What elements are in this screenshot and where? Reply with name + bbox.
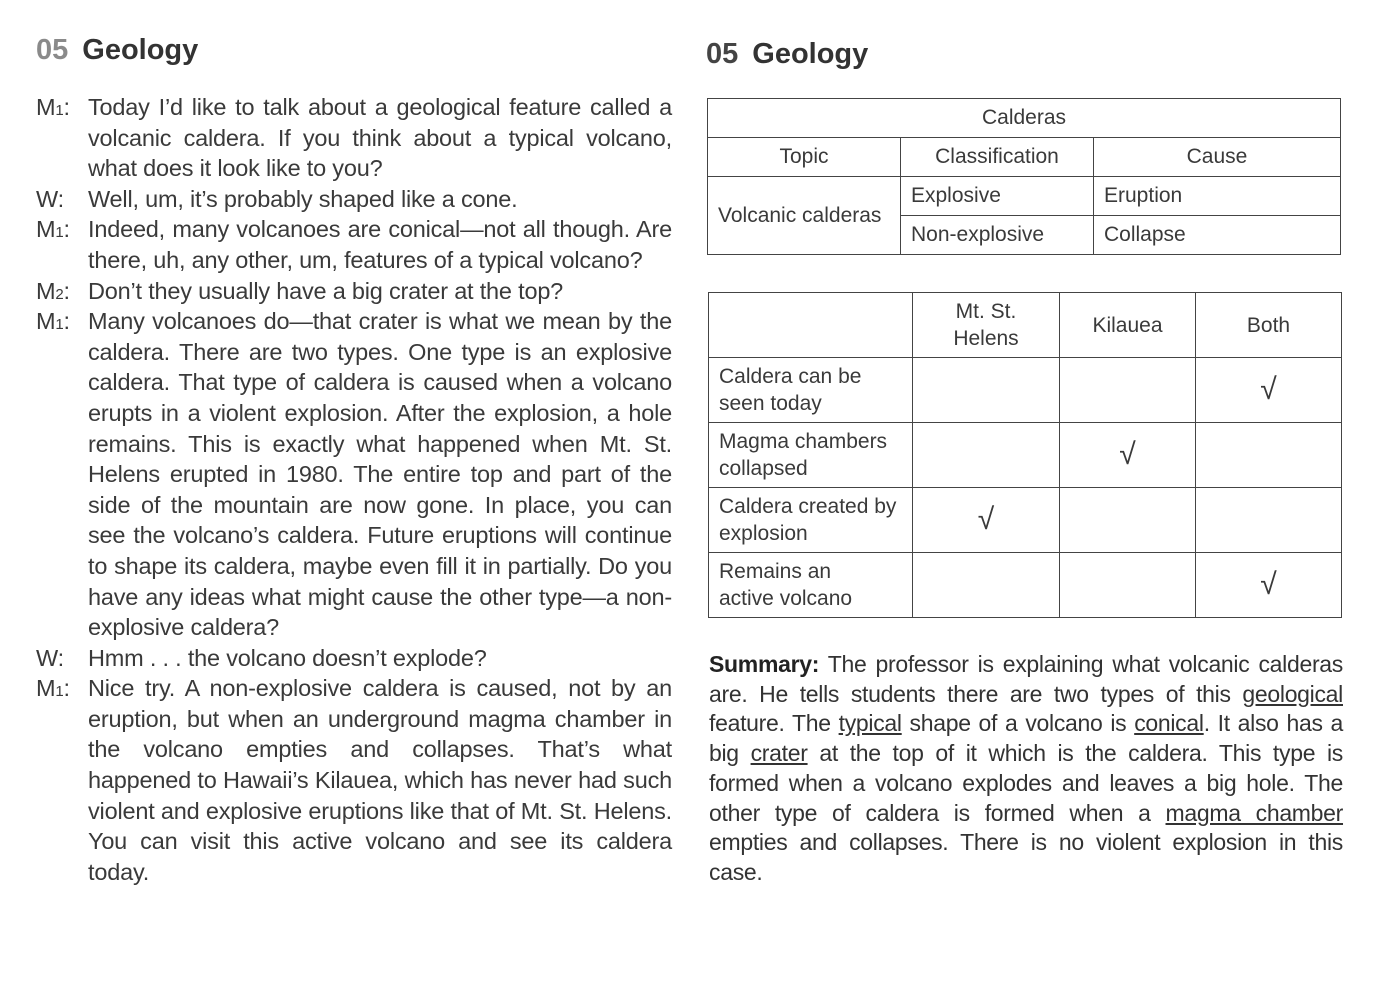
header-both: Both <box>1196 293 1342 358</box>
dialogue-text: Indeed, many volcanoes are conical—not all though. Are there, uh, any other, um, features of a typical volcano? <box>88 216 672 273</box>
row-label <box>709 358 913 423</box>
dialogue-turn <box>36 92 672 184</box>
header-empty <box>709 293 913 358</box>
left-section-number: 05 <box>36 34 69 66</box>
row-label-text: Remains an active volcano <box>719 560 853 610</box>
header-topic: Topic <box>708 138 901 177</box>
summary-paragraph <box>709 650 1343 888</box>
underlined-term: magma chamber <box>1165 799 1344 826</box>
header-kilauea: Kilauea <box>1060 293 1196 358</box>
dialogue-turn <box>36 673 672 887</box>
check-cell <box>1196 488 1342 553</box>
row-label <box>709 488 913 553</box>
check-cell: √ <box>913 488 1060 553</box>
speaker-label: W: <box>36 644 64 671</box>
speaker-letter: W <box>36 644 58 671</box>
speaker-label: M1: <box>36 94 70 120</box>
dialogue-turn <box>36 184 672 215</box>
check-cell <box>1060 553 1196 618</box>
speaker-number: 2 <box>55 285 64 303</box>
speaker-letter: M <box>36 216 56 243</box>
summary-text: feature. The <box>709 710 839 737</box>
speaker-label: M1: <box>36 216 70 243</box>
speaker-number: 1 <box>55 683 64 701</box>
dialogue-text: Nice try. A non-explosive caldera is caused, not by an eruption, but when an underground magma chamber in the volcano empties and collapses. That’s what happened to Hawaii’s Kilauea, which has never had such violent and explosive eruptions like that of Mt. St. Helens. You can visit this active volcano and see its caldera today. <box>88 675 672 885</box>
classification-cell: Non-explosive <box>901 216 1094 255</box>
summary-label: Summary: <box>709 651 820 677</box>
speaker-letter: W <box>36 185 58 212</box>
calderas-table <box>707 98 1341 255</box>
check-cell <box>913 358 1060 423</box>
check-cell <box>1196 423 1342 488</box>
summary-text: . It also has a big <box>709 710 1343 767</box>
check-cell <box>1060 488 1196 553</box>
underlined-term: geological <box>1242 680 1343 707</box>
left-section-title: Geology <box>82 34 199 66</box>
dialogue-turn <box>36 643 672 674</box>
check-cell <box>913 423 1060 488</box>
dialogue-text: Don’t they usually have a big crater at the top? <box>88 277 564 304</box>
speaker-letter: M <box>36 308 56 335</box>
volcano-comparison-table <box>708 292 1342 618</box>
header-classification: Classification <box>901 138 1094 177</box>
speaker-number: 1 <box>55 316 64 334</box>
right-heading <box>706 38 868 71</box>
dialogue-text: Hmm . . . the volcano doesn’t explode? <box>88 644 487 671</box>
speaker-label: M1: <box>36 308 70 335</box>
speaker-label: M1: <box>36 675 70 702</box>
check-cell <box>913 553 1060 618</box>
speaker-letter: M <box>36 675 56 702</box>
right-section-number: 05 <box>706 38 739 70</box>
row-label-text: Caldera created by explosion <box>719 495 897 545</box>
underlined-term: typical <box>838 710 902 737</box>
summary-text: at the top of it which is the caldera. This type is formed when a volcano explodes and leaves a big hole. The other type of caldera is formed when a <box>709 740 1343 826</box>
dialogue-text: Many volcanoes do—that crater is what we mean by the caldera. There are two types. One type is an explosive caldera. That type of caldera is caused when a volcano erupts in a violent explosion. After the explosion, a hole remains. This is exactly what happened when Mt. St. Helens erupted in 1980. The entire top and part of the side of the mountain are now gone. In place, you can see the volcano’s caldera. Future eruptions will continue to shape its caldera, maybe even fill it in partially. Do you have any ideas what might cause the other type—a non-explosive caldera? <box>88 308 672 641</box>
row-label-text: Caldera can be seen today <box>719 365 862 415</box>
dialogue-turn <box>36 306 672 643</box>
row-label-text: Magma chambers collapsed <box>719 430 888 480</box>
underlined-term: conical <box>1134 710 1204 737</box>
header-cause: Cause <box>1094 138 1341 177</box>
calderas-title: Calderas <box>708 99 1341 138</box>
row-label <box>709 553 913 618</box>
dialogue-text: Today I’d like to talk about a geological feature called a volcanic caldera. If you think about a typical volcano, what does it look like to you? <box>88 94 672 182</box>
speaker-letter: M <box>36 94 56 120</box>
check-cell: √ <box>1196 553 1342 618</box>
summary-text: shape of a volcano is <box>901 710 1135 737</box>
left-heading <box>36 34 198 67</box>
header-mt-st-helens-label: Mt. St. Helens <box>953 300 1019 350</box>
speaker-label: W: <box>36 185 64 212</box>
dialogue-turn <box>36 276 672 307</box>
speaker-letter: M <box>36 277 56 304</box>
speaker-number: 1 <box>55 102 64 119</box>
check-cell: √ <box>1196 358 1342 423</box>
dialogue-text: Well, um, it’s probably shaped like a cone. <box>88 185 518 212</box>
topic-cell: Volcanic calderas <box>708 177 901 255</box>
header-mt-st-helens <box>913 293 1060 358</box>
summary-text: The professor is explaining what volcanic calderas are. He tells students there are two types of this <box>709 651 1343 707</box>
row-label <box>709 423 913 488</box>
cause-cell: Collapse <box>1094 216 1341 255</box>
underlined-term: crater <box>750 740 808 767</box>
speaker-number: 1 <box>55 224 64 242</box>
dialogue-turn <box>36 214 672 275</box>
classification-cell: Explosive <box>901 177 1094 216</box>
speaker-label: M2: <box>36 277 70 304</box>
check-cell: √ <box>1060 423 1196 488</box>
right-section-title: Geology <box>752 38 869 70</box>
cause-cell: Eruption <box>1094 177 1341 216</box>
summary-text: empties and collapses. There is no violent explosion in this case. <box>709 829 1343 885</box>
check-cell <box>1060 358 1196 423</box>
transcript <box>36 92 672 887</box>
